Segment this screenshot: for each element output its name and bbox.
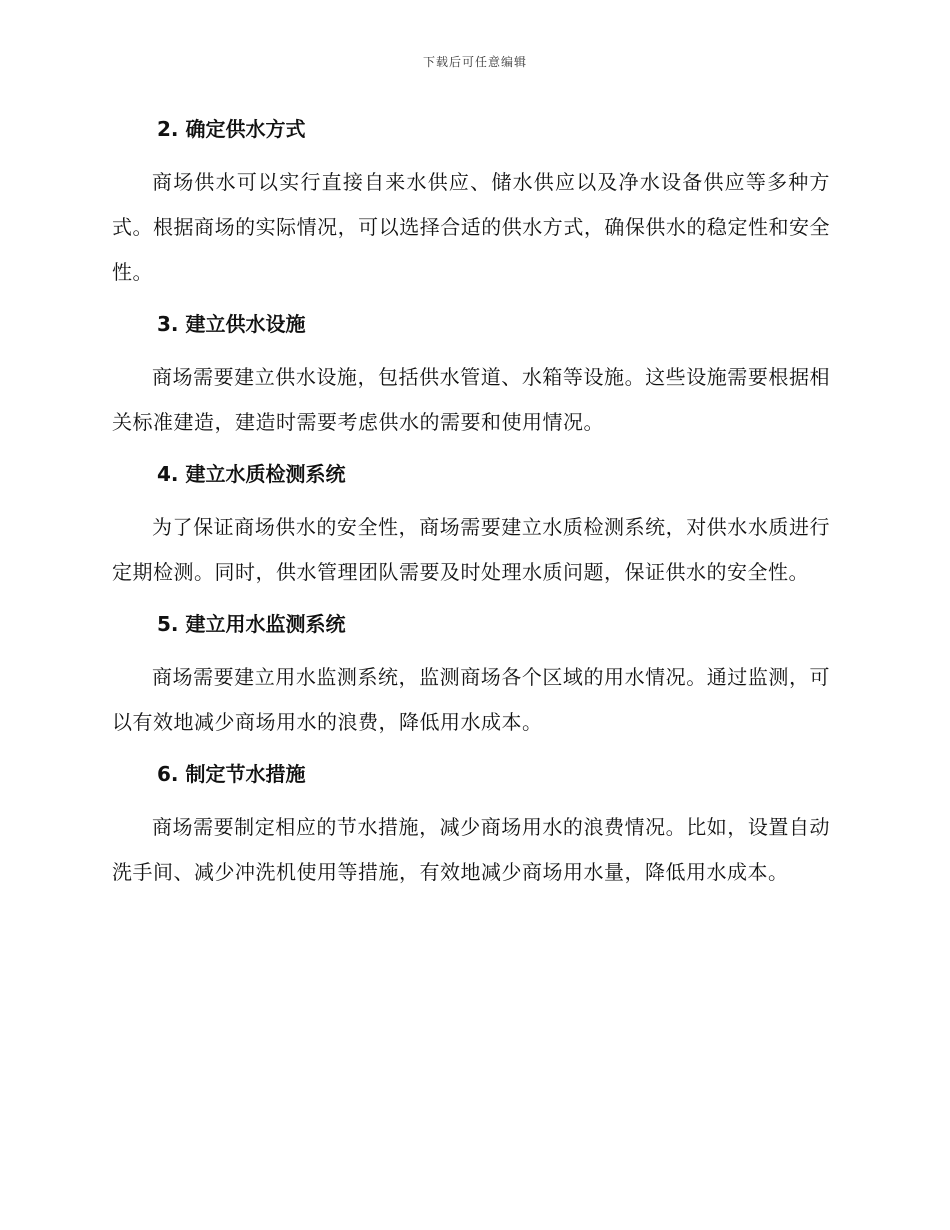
section-heading: 6. 制定节水措施 <box>157 762 306 786</box>
section-water-quality-testing <box>112 457 830 595</box>
section-water-supply-method <box>112 112 830 295</box>
section-water-saving-measures <box>112 757 830 895</box>
section-water-supply-facilities <box>112 307 830 445</box>
section-heading: 4. 建立水质检测系统 <box>157 462 346 486</box>
section-water-usage-monitoring <box>112 607 830 745</box>
section-heading: 2. 确定供水方式 <box>157 117 306 141</box>
section-paragraph: 商场需要建立供水设施，包括供水管道、水箱等设施。这些设施需要根据相关标准建造，建造时需要考虑供水的需要和使用情况。 <box>112 365 830 434</box>
section-heading: 3. 建立供水设施 <box>157 312 306 336</box>
document-body <box>112 112 830 907</box>
section-paragraph: 商场需要建立用水监测系统，监测商场各个区域的用水情况。通过监测，可以有效地减少商场用水的浪费，降低用水成本。 <box>112 665 830 734</box>
section-heading: 5. 建立用水监测系统 <box>157 612 346 636</box>
section-paragraph: 商场需要制定相应的节水措施，减少商场用水的浪费情况。比如，设置自动洗手间、减少冲洗机使用等措施，有效地减少商场用水量，降低用水成本。 <box>112 815 830 884</box>
section-paragraph: 为了保证商场供水的安全性，商场需要建立水质检测系统，对供水水质进行定期检测。同时，供水管理团队需要及时处理水质问题，保证供水的安全性。 <box>112 515 830 584</box>
header-note: 下载后可任意编辑 <box>422 55 527 69</box>
section-paragraph: 商场供水可以实行直接自来水供应、储水供应以及净水设备供应等多种方式。根据商场的实际情况，可以选择合适的供水方式，确保供水的稳定性和安全性。 <box>112 170 830 284</box>
